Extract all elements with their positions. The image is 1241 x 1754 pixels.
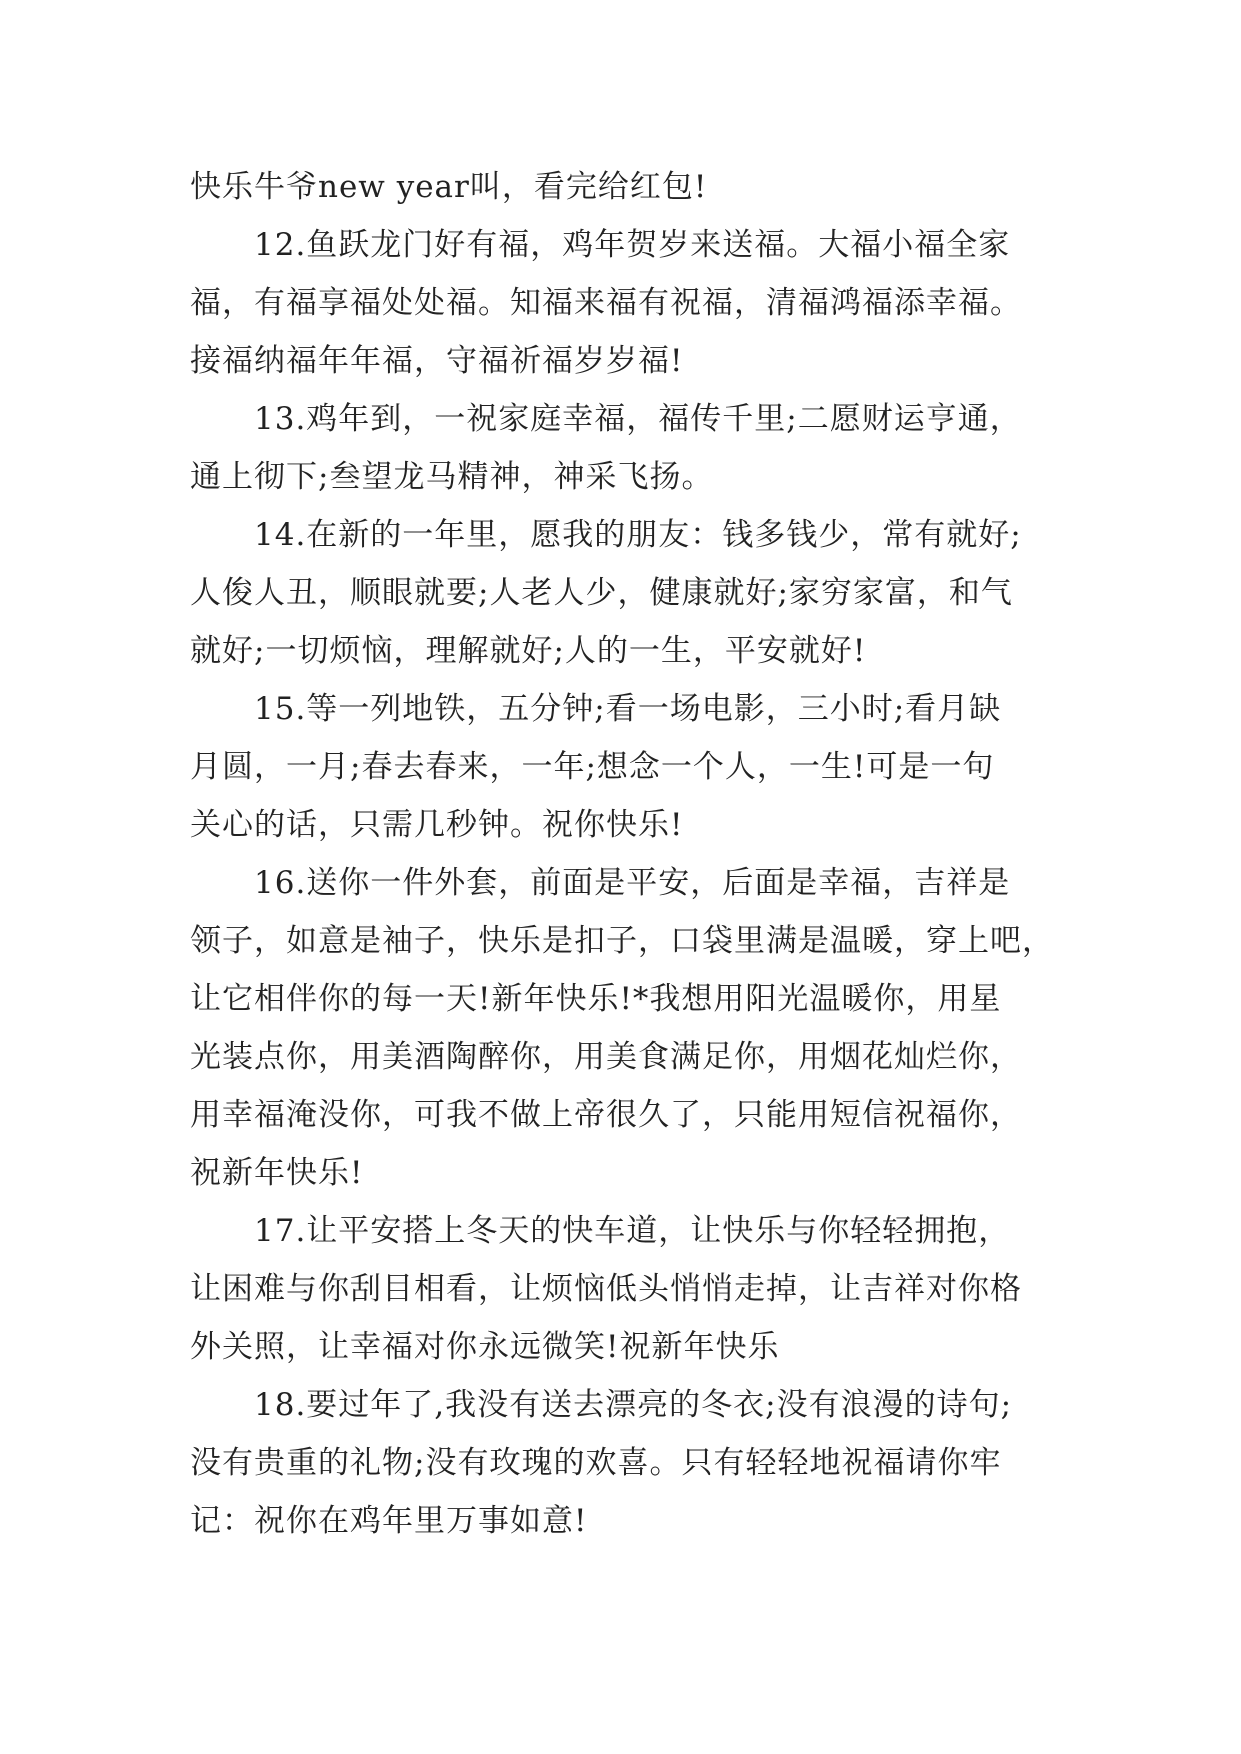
paragraph-12-start: 12.鱼跃龙门好有福，鸡年贺岁来送福。大福小福全家 [254,227,1011,263]
text-line: 祝新年快乐! [190,1155,364,1191]
paragraph-13-start: 13.鸡年到，一祝家庭幸福，福传千里;二愿财运亨通， [254,401,1022,437]
text-line: 外关照，让幸福对你永远微笑!祝新年快乐 [190,1329,780,1365]
paragraph-15-start: 15.等一列地铁，五分钟;看一场电影，三小时;看月缺 [254,691,1002,727]
text-line: 接福纳福年年福，守福祈福岁岁福! [190,343,684,379]
text-line: 福，有福享福处处福。知福来福有祝福，清福鸿福添幸福。 [190,285,1022,321]
text-line: 让它相伴你的每一天!新年快乐!*我想用阳光温暖你，用星 [190,981,1002,1017]
text-line: 人俊人丑，顺眼就要;人老人少，健康就好;家穷家富，和气 [190,575,1013,611]
text-line: 通上彻下;叁望龙马精神，神采飞扬。 [190,459,714,495]
text-line: 用幸福淹没你，可我不做上帝很久了，只能用短信祝福你， [190,1097,1022,1133]
text-line: 快乐牛爷new year叫，看完给红包! [190,169,708,205]
text-line: 让困难与你刮目相看，让烦恼低头悄悄走掉，让吉祥对你格 [190,1271,1022,1307]
paragraph-17-start: 17.让平安搭上冬天的快车道，让快乐与你轻轻拥抱， [254,1213,1011,1249]
text-line: 光装点你，用美酒陶醉你，用美食满足你，用烟花灿烂你， [190,1039,1022,1075]
document-body [190,158,1070,1550]
paragraph-18-start: 18.要过年了,我没有送去漂亮的冬衣;没有浪漫的诗句; [254,1387,1013,1423]
text-line: 月圆，一月;春去春来，一年;想念一个人，一生!可是一句 [190,749,995,785]
paragraph-14-start: 14.在新的一年里，愿我的朋友：钱多钱少，常有就好; [254,517,1022,553]
text-line: 关心的话，只需几秒钟。祝你快乐! [190,807,684,843]
text-line: 记：祝你在鸡年里万事如意! [190,1503,588,1539]
text-line: 就好;一切烦恼，理解就好;人的一生，平安就好! [190,633,867,669]
text-line: 没有贵重的礼物;没有玫瑰的欢喜。只有轻轻地祝福请你牢 [190,1445,1002,1481]
paragraph-16-start: 16.送你一件外套，前面是平安，后面是幸福，吉祥是 [254,865,1011,901]
text-line: 领子，如意是袖子，快乐是扣子，口袋里满是温暖，穿上吧， [190,923,1054,959]
